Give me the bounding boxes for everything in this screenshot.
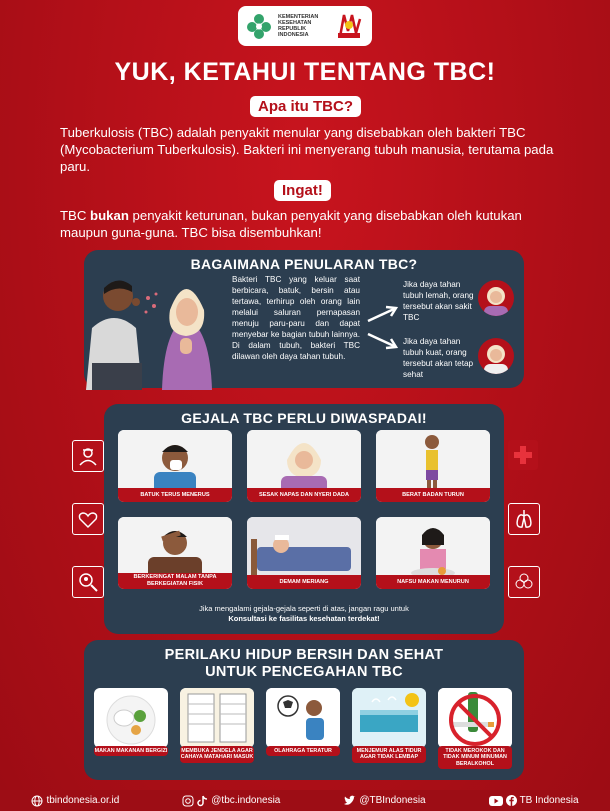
symptom-card xyxy=(247,430,361,502)
medical-cross-icon xyxy=(508,440,538,470)
weight-loss-child-image xyxy=(376,430,490,496)
prevention-card xyxy=(352,688,426,770)
fever-bed-image xyxy=(247,517,361,583)
arrow-up-icon xyxy=(366,305,398,328)
nutritious-food-image xyxy=(94,688,168,748)
symptom-card xyxy=(247,517,361,589)
prevention-card xyxy=(266,688,340,770)
symptoms-note xyxy=(104,604,504,624)
prevention-card xyxy=(438,688,512,770)
prevention-label: OLAHRAGA TERATUR xyxy=(266,746,340,756)
symptom-label: BATUK TERUS MENERUS xyxy=(118,488,232,502)
remember-pill: Ingat! xyxy=(274,180,331,201)
twitter-icon xyxy=(343,795,356,806)
prevention-card xyxy=(180,688,254,770)
lungs-icon xyxy=(508,503,540,535)
symptom-card xyxy=(118,517,232,589)
remember-text-b: penyakit keturunan, bukan penyakit yang disebabkan oleh kutukan maupun guna-guna. TBC bisa disembuhkan! xyxy=(60,208,522,240)
arrow-down-icon xyxy=(366,332,398,355)
toss-tbc-badge-icon xyxy=(334,11,364,41)
weak-immunity-text: Jika daya tahan tubuh lemah, orang tersebut akan sakit TBC xyxy=(403,280,474,322)
instagram-icon xyxy=(182,795,194,807)
page-title: YUK, KETAHUI TENTANG TBC! xyxy=(114,58,496,86)
prevention-label: MEMBUKA JENDELA AGAR CAHAYA MATAHARI MASUK xyxy=(180,746,254,763)
symptoms-note-line1: Jika mengalami gejala-gejala seperti di atas, jangan ragu untuk xyxy=(199,604,409,613)
sick-person-avatar xyxy=(478,280,514,316)
symptom-label: SESAK NAPAS DAN NYERI DADA xyxy=(247,488,361,502)
footer-instagram-tiktok[interactable] xyxy=(182,795,280,807)
strong-immunity-text: Jika daya tahan tubuh kuat, orang tersebut akan tetap sehat xyxy=(403,337,474,379)
what-is-tbc-pill: Apa itu TBC? xyxy=(250,96,361,117)
cough-illustration xyxy=(86,268,234,390)
footer-tiktok-text: @tbc.indonesia xyxy=(211,795,281,806)
symptom-label: NAFSU MAKAN MENURUN xyxy=(376,575,490,589)
healthy-person-avatar xyxy=(478,338,514,374)
prevention-title-line2: UNTUK PENCEGAHAN TBC xyxy=(205,664,403,680)
remember-text-a: TBC xyxy=(60,208,91,223)
symptom-card xyxy=(118,430,232,502)
open-window-image xyxy=(180,688,254,748)
exercise-image xyxy=(266,688,340,748)
prevention-label: MAKAN MAKANAN BERGIZI xyxy=(94,746,168,756)
health-worker-icon xyxy=(72,440,104,472)
no-smoking-alcohol-image xyxy=(438,688,512,748)
symptom-card xyxy=(376,517,490,589)
handshake-icon xyxy=(72,503,104,535)
footer-twitter-text: @TBIndonesia xyxy=(359,795,426,806)
globe-icon xyxy=(31,795,43,807)
symptom-label: BERKERINGAT MALAM TANPA BERKEGIATAN FISIK xyxy=(118,573,232,589)
footer-social-text: TB Indonesia xyxy=(519,795,579,806)
footer-web[interactable] xyxy=(31,795,119,807)
transmission-body: Bakteri TBC yang keluar saat berbicara, batuk, bersin atau tertawa, terhirup oleh orang lain melalui saluran pernapasan menuju paru-paru dan dapat menyebar ke bagian tubuh lainnya. Di dalam tubuh, bakteri TBC dilawan oleh daya tahan tubuh. xyxy=(232,275,360,361)
youtube-icon xyxy=(489,796,503,806)
footer-twitter[interactable] xyxy=(343,795,425,806)
drying-bedding-image xyxy=(352,688,426,748)
chest-pain-woman-image xyxy=(247,430,361,496)
tiktok-icon xyxy=(197,795,208,807)
prevention-label: TIDAK MEROKOK DAN TIDAK MINUM MINUMAN BERALKOHOL xyxy=(438,746,512,769)
facebook-icon xyxy=(506,795,517,806)
kemenkes-logo-icon xyxy=(244,11,274,41)
prevention-title-line1: PERILAKU HIDUP BERSIH DAN SEHAT xyxy=(164,647,444,663)
prevention-title xyxy=(84,647,524,681)
prevention-label: MENJEMUR ALAS TIDUR AGAR TIDAK LEMBAP xyxy=(352,746,426,763)
remember-text-bold: bukan xyxy=(90,208,129,223)
remember-text xyxy=(60,207,556,241)
footer-web-text: tbindonesia.or.id xyxy=(46,795,120,806)
symptom-label: BERAT BADAN TURUN xyxy=(376,488,490,502)
symptoms-note-line2: Konsultasi ke fasilitas kesehatan terdekat! xyxy=(228,614,380,623)
low-appetite-girl-image xyxy=(376,517,490,583)
footer-youtube-facebook[interactable] xyxy=(489,795,579,806)
ministry-logo xyxy=(238,6,372,46)
transmission-title: BAGAIMANA PENULARAN TBC? xyxy=(190,256,418,272)
symptoms-title: GEJALA TBC PERLU DIWASPADAI! xyxy=(181,410,427,426)
coughing-boy-image xyxy=(118,430,232,496)
intro-text: Tuberkulosis (TBC) adalah penyakit menular yang disebabkan oleh bakteri TBC (Mycobacterium Tuberkulosis). Bakteri ini menyerang tubuh manusia, terutama pada paru. xyxy=(60,125,554,174)
logo-text: KEMENTERIAN KESEHATAN REPUBLIK INDONESIA xyxy=(278,14,319,38)
footer xyxy=(0,790,610,811)
location-search-icon xyxy=(72,566,104,598)
symptom-label: DEMAM MERIANG xyxy=(247,575,361,589)
symptom-card xyxy=(376,430,490,502)
prevention-card xyxy=(94,688,168,770)
flower-pattern-icon xyxy=(508,566,540,598)
